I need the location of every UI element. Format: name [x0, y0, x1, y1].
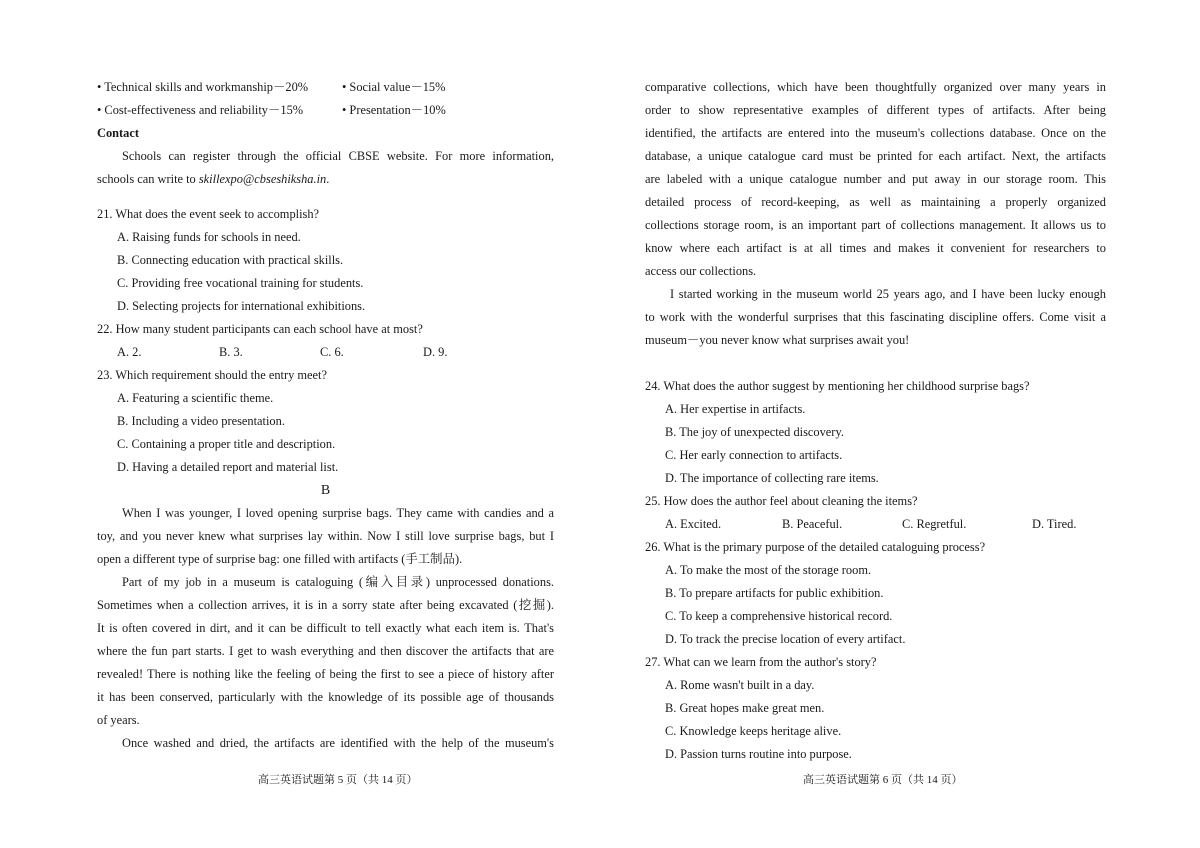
passage-line: know where each artifact is at all times and makes it convenient for researchers to	[645, 241, 1106, 255]
passage-line: it has been conserved, particularly with the knowledge of its possible age of thousands	[97, 690, 554, 704]
question-23-option-b: B. Including a video presentation.	[117, 414, 285, 428]
question-25-options	[645, 513, 1106, 536]
question-22-option-b: B. 3.	[219, 345, 243, 359]
passage-line: identified, the artifacts are entered into the museum's collections database. Once on the	[645, 126, 1106, 140]
criterion-presentation: • Presentation－10%	[342, 103, 446, 117]
question-21-option-c: C. Providing free vocational training for students.	[117, 276, 364, 290]
passage-line: are labeled with a unique catalogue number and put away in our storage room. This	[645, 172, 1106, 186]
page-footer-left: 高三英语试题第 5 页（共 14 页）	[258, 774, 418, 786]
question-25-option-b: B. Peaceful.	[782, 517, 843, 531]
question-26-option-c: C. To keep a comprehensive historical record.	[665, 609, 893, 623]
spacer	[645, 352, 1106, 375]
contact-prefix: schools can write to	[97, 172, 199, 186]
passage-line: Once washed and dried, the artifacts are identified with the help of the museum's	[122, 736, 554, 750]
passage-line: Part of my job in a museum is cataloguing (编入目录) unprocessed donations.	[122, 575, 554, 589]
question-25-stem: 25. How does the author feel about cleaning the items?	[645, 494, 918, 508]
question-27-option-c: C. Knowledge keeps heritage alive.	[665, 724, 842, 738]
passage-line: collections storage room, is an important part of collections management. It allows us to	[645, 218, 1106, 232]
passage-line: Sometimes when a collection arrives, it is in a sorry state after being excavated (挖掘).	[97, 598, 554, 612]
spacer	[97, 191, 554, 203]
question-22-options	[97, 341, 554, 364]
passage-line: to work with the wonderful surprises that this fascinating discipline offers. Come visit a	[645, 310, 1106, 324]
question-22-stem: 22. How many student participants can each school have at most?	[97, 322, 423, 336]
passage-line: of years.	[97, 713, 140, 727]
passage-line: When I was younger, I loved opening surprise bags. They came with candies and a	[122, 506, 554, 520]
question-24-option-c: C. Her early connection to artifacts.	[665, 448, 843, 462]
question-27-option-a: A. Rome wasn't built in a day.	[665, 678, 815, 692]
passage-line: toy, and you never knew what surprises lay within. Now I still love surprise bags, but I	[97, 529, 554, 543]
question-26-stem: 26. What is the primary purpose of the detailed cataloguing process?	[645, 540, 986, 554]
question-25-option-c: C. Regretful.	[902, 517, 967, 531]
question-25-option-a: A. Excited.	[665, 517, 722, 531]
contact-email-link[interactable]: skillexpo@cbseshiksha.in	[198, 172, 327, 186]
contact-heading: Contact	[97, 126, 139, 140]
left-page	[97, 76, 554, 755]
passage-line: revealed! There is nothing like the feeling of being the first to see a piece of history after	[97, 667, 554, 681]
right-page	[645, 76, 1106, 766]
criterion-social: • Social value－15%	[342, 80, 446, 94]
question-26-option-b: B. To prepare artifacts for public exhibition.	[665, 586, 884, 600]
passage-line: I started working in the museum world 25 years ago, and I have been lucky enough	[670, 287, 1106, 301]
question-22-option-a: A. 2.	[117, 345, 142, 359]
passage-line: comparative collections, which have been thoughtfully organized over many years in	[645, 80, 1106, 94]
contact-text-line-1: Schools can register through the official CBSE website. For more information,	[122, 149, 554, 163]
passage-line: museum－you never know what surprises await you!	[645, 333, 910, 347]
criterion-technical: • Technical skills and workmanship－20%	[97, 80, 309, 94]
question-25-option-d: D. Tired.	[1032, 517, 1077, 531]
question-23-option-d: D. Having a detailed report and material list.	[117, 460, 339, 474]
passage-line: order to show representative examples of different types of artifacts. After being	[645, 103, 1106, 117]
question-21-stem: 21. What does the event seek to accomplish?	[97, 207, 320, 221]
criteria-row-1	[97, 76, 554, 99]
question-24-option-d: D. The importance of collecting rare items.	[665, 471, 879, 485]
question-26-option-d: D. To track the precise location of every artifact.	[665, 632, 906, 646]
section-heading-b: B	[320, 483, 331, 498]
passage-line: open a different type of surprise bag: one filled with artifacts (手工制品).	[97, 552, 463, 566]
question-22-option-d: D. 9.	[423, 345, 448, 359]
passage-line: It is often covered in dirt, and it can be difficult to tell exactly what each item is. That's	[97, 621, 554, 635]
question-21-option-a: A. Raising funds for schools in need.	[117, 230, 301, 244]
criteria-row-2	[97, 99, 554, 122]
question-24-option-b: B. The joy of unexpected discovery.	[665, 425, 844, 439]
page-footer-right: 高三英语试题第 6 页（共 14 页）	[803, 774, 963, 786]
question-24-stem: 24. What does the author suggest by mentioning her childhood surprise bags?	[645, 379, 1030, 393]
question-24-option-a: A. Her expertise in artifacts.	[665, 402, 806, 416]
question-22-option-c: C. 6.	[320, 345, 344, 359]
contact-text-line-2	[97, 168, 554, 191]
passage-line: where the fun part starts. I get to wash everything and then discover the artifacts that are	[97, 644, 554, 658]
question-23-stem: 23. Which requirement should the entry meet?	[97, 368, 327, 382]
question-26-option-a: A. To make the most of the storage room.	[665, 563, 872, 577]
question-23-option-a: A. Featuring a scientific theme.	[117, 391, 274, 405]
passage-line: database, a unique catalogue card must be printed for each artifact. Next, the artifacts	[645, 149, 1106, 163]
question-21-option-d: D. Selecting projects for international exhibitions.	[117, 299, 366, 313]
contact-suffix: .	[326, 172, 330, 186]
question-23-option-c: C. Containing a proper title and description.	[117, 437, 336, 451]
question-21-option-b: B. Connecting education with practical skills.	[117, 253, 344, 267]
question-27-option-d: D. Passion turns routine into purpose.	[665, 747, 852, 761]
question-27-stem: 27. What can we learn from the author's story?	[645, 655, 877, 669]
passage-line: detailed process of record-keeping, as well as maintaining a properly organized	[645, 195, 1106, 209]
passage-line: access our collections.	[645, 264, 757, 278]
criterion-cost: • Cost-effectiveness and reliability－15%	[97, 103, 304, 117]
question-27-option-b: B. Great hopes make great men.	[665, 701, 825, 715]
